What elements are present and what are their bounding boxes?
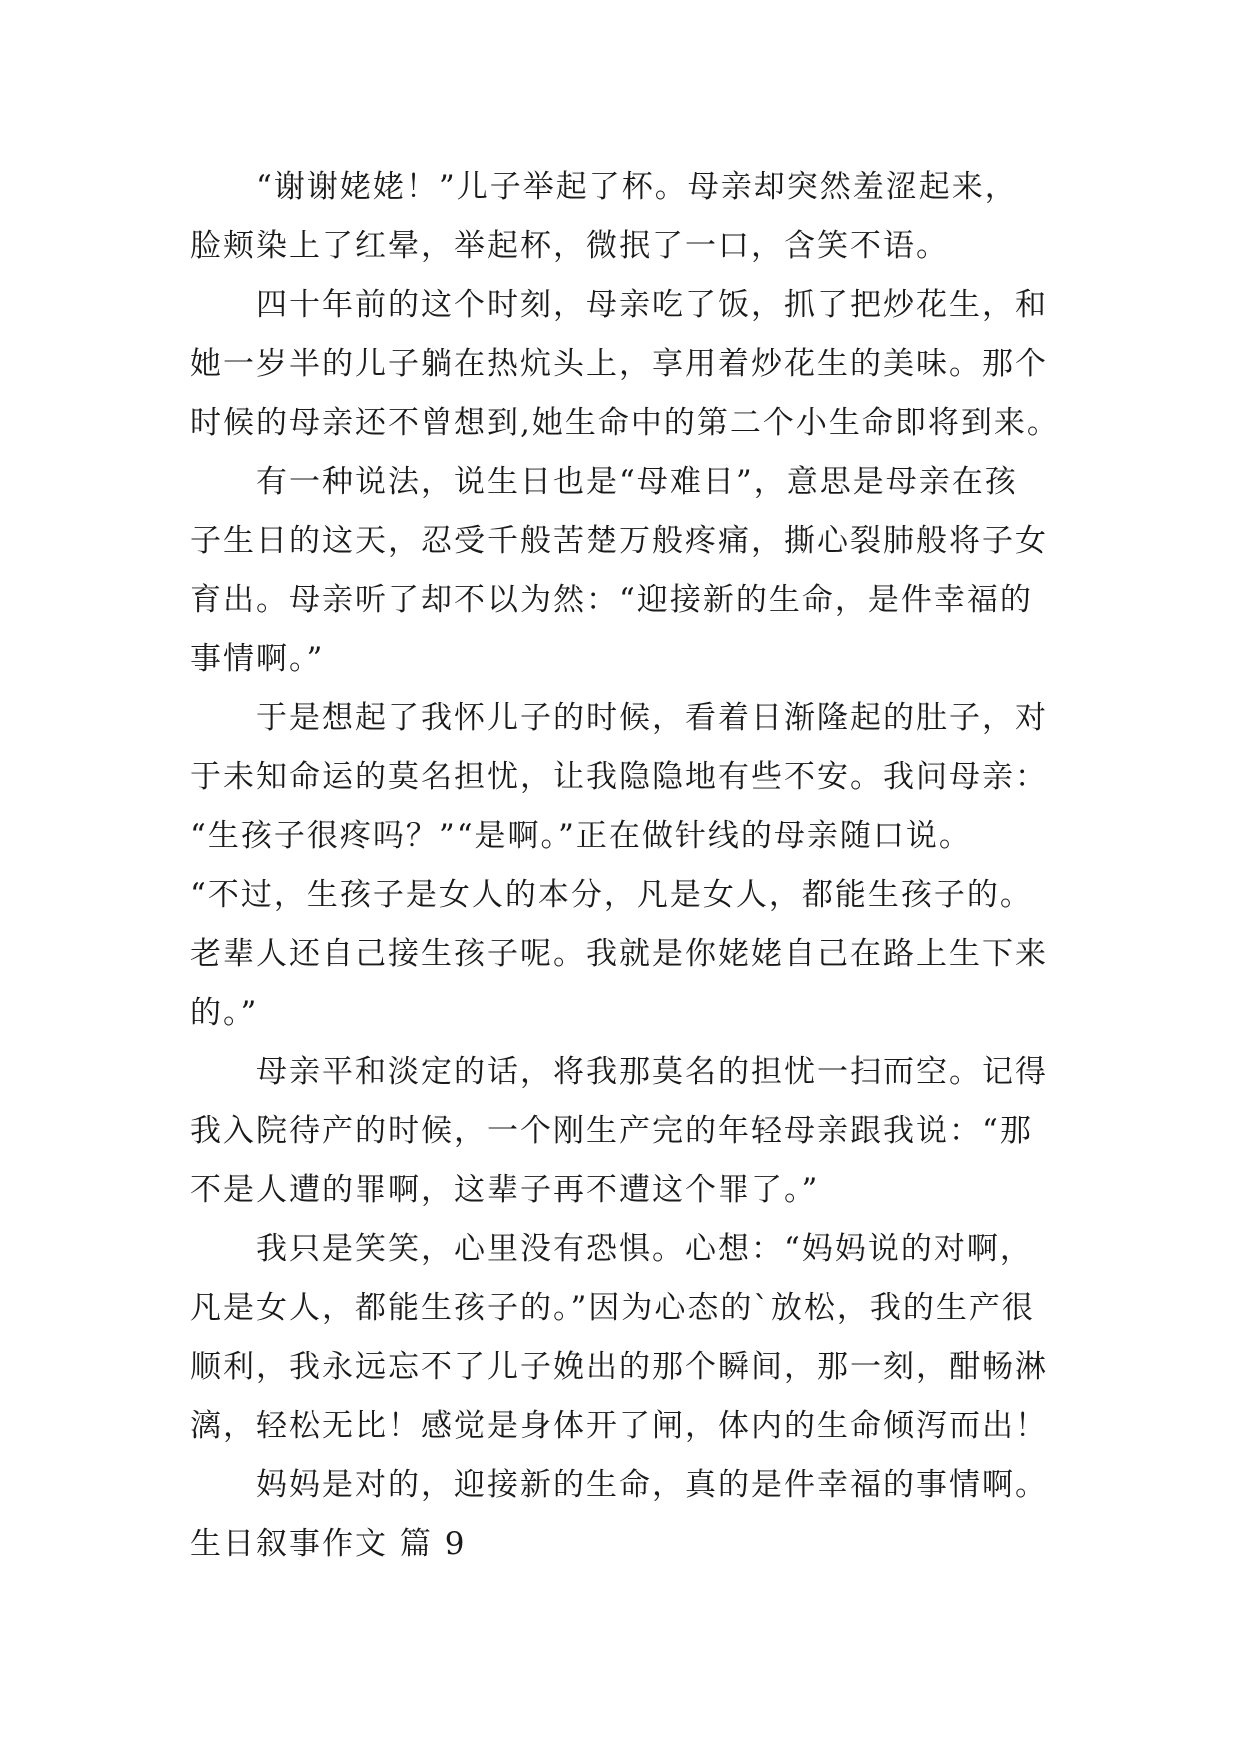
text-line: 脸颊染上了红晕，举起杯，微抿了一口，含笑不语。 xyxy=(190,228,949,264)
text-line: 她一岁半的儿子躺在热炕头上，享用着炒花生的美味。那个 xyxy=(190,346,1048,382)
text-line: 凡是女人，都能生孩子的。”因为心态的`放松，我的生产很 xyxy=(190,1290,1035,1326)
text-line: 育出。母亲听了却不以为然：“迎接新的生命，是件幸福的 xyxy=(190,582,1033,618)
section-heading: 生日叙事作文 篇 9 xyxy=(190,1526,467,1562)
text-line: “生孩子很疼吗？”“是啊。”正在做针线的母亲随口说。 xyxy=(190,818,972,854)
text-line: 我入院待产的时候，一个刚生产完的年轻母亲跟我说：“那 xyxy=(190,1113,1033,1149)
text-line: 四十年前的这个时刻，母亲吃了饭，抓了把炒花生，和 xyxy=(256,287,1048,323)
text-line: “不过，生孩子是女人的本分，凡是女人，都能生孩子的。 xyxy=(190,877,1033,913)
text-line: 母亲平和淡定的话，将我那莫名的担忧一扫而空。记得 xyxy=(256,1054,1048,1090)
text-line: 时候的母亲还不曾想到,她生命中的第二个小生命即将到来。 xyxy=(190,405,1060,441)
text-line: 事情啊。” xyxy=(190,641,325,677)
text-line: 有一种说法，说生日也是“母难日”，意思是母亲在孩 xyxy=(256,464,1018,500)
text-line: 顺利，我永远忘不了儿子娩出的那个瞬间，那一刻，酣畅淋 xyxy=(190,1349,1048,1385)
text-line: 于未知命运的莫名担忧，让我隐隐地有些不安。我问母亲： xyxy=(190,759,1048,795)
article-body xyxy=(190,158,1080,1574)
text-line: 妈妈是对的，迎接新的生命，真的是件幸福的事情啊。 xyxy=(256,1467,1048,1503)
text-line: 的。” xyxy=(190,995,259,1031)
text-line: 我只是笑笑，心里没有恐惧。心想：“妈妈说的对啊， xyxy=(256,1231,1033,1267)
text-line: 漓，轻松无比！感觉是身体开了闸，体内的生命倾泻而出！ xyxy=(190,1408,1048,1444)
text-line: 老辈人还自己接生孩子呢。我就是你姥姥自己在路上生下来 xyxy=(190,936,1048,972)
text-line: 于是想起了我怀儿子的时候，看着日渐隆起的肚子，对 xyxy=(256,700,1048,736)
text-line: 不是人遭的罪啊，这辈子再不遭这个罪了。” xyxy=(190,1172,820,1208)
text-line: 子生日的这天，忍受千般苦楚万般疼痛，撕心裂肺般将子女 xyxy=(190,523,1048,559)
text-line: “谢谢姥姥！”儿子举起了杯。母亲却突然羞涩起来， xyxy=(256,169,1018,205)
